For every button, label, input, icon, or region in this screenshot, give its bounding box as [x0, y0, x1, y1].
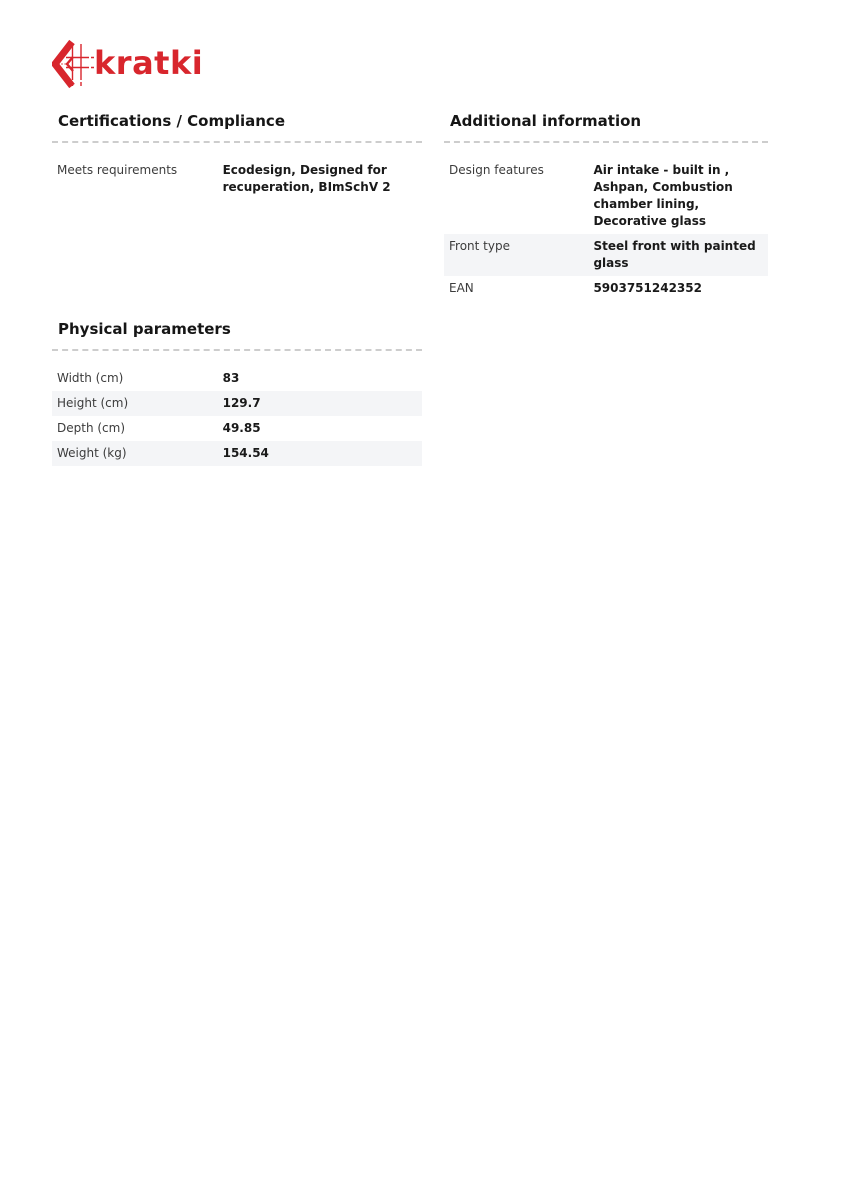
spec-row-value: 154.54 [222, 446, 269, 460]
section-certifications-title: Certifications / Compliance [52, 111, 422, 143]
spec-row-label: Width (cm) [57, 371, 124, 385]
kratki-logo-icon [52, 38, 96, 92]
spec-row-value: 5903751242352 [593, 281, 702, 295]
section-additional-information-title: Additional information [444, 111, 768, 143]
section-certifications [52, 111, 422, 200]
physical-parameters-table [52, 366, 422, 466]
spec-row-label: Design features [449, 163, 544, 177]
spec-row-value: 129.7 [222, 396, 261, 410]
section-additional-information [444, 111, 768, 301]
spec-row-label: Meets requirements [57, 163, 178, 177]
spec-row-label: Weight (kg) [57, 446, 127, 460]
spec-sections [52, 111, 768, 466]
spec-row-value: Steel front with painted glass [593, 239, 756, 270]
spec-row-value: Ecodesign, Designed for recuperation, BImSchV 2 [222, 163, 391, 194]
certifications-table [52, 158, 422, 200]
spec-row-value: Air intake - built in , Ashpan, Combustion chamber lining, Decorative glass [593, 163, 733, 228]
spec-row-label: Front type [449, 239, 510, 253]
kratki-logo-text: kratki [94, 44, 204, 82]
spec-row-label: EAN [449, 281, 474, 295]
spec-row [444, 158, 768, 234]
spec-row-label: Height (cm) [57, 396, 129, 410]
section-physical-parameters-title: Physical parameters [52, 319, 422, 351]
spec-row [444, 234, 768, 276]
spec-row [52, 391, 422, 416]
spec-row [52, 366, 422, 391]
spec-row [52, 441, 422, 466]
page-header [52, 38, 768, 92]
spec-row [52, 416, 422, 441]
spec-row [52, 158, 422, 200]
spec-row-label: Depth (cm) [57, 421, 126, 435]
section-physical-parameters [52, 319, 422, 466]
spec-row-value: 49.85 [222, 421, 261, 435]
spec-row [444, 276, 768, 301]
additional-information-table [444, 158, 768, 301]
kratki-logo [52, 38, 768, 92]
spec-row-value: 83 [222, 371, 240, 385]
